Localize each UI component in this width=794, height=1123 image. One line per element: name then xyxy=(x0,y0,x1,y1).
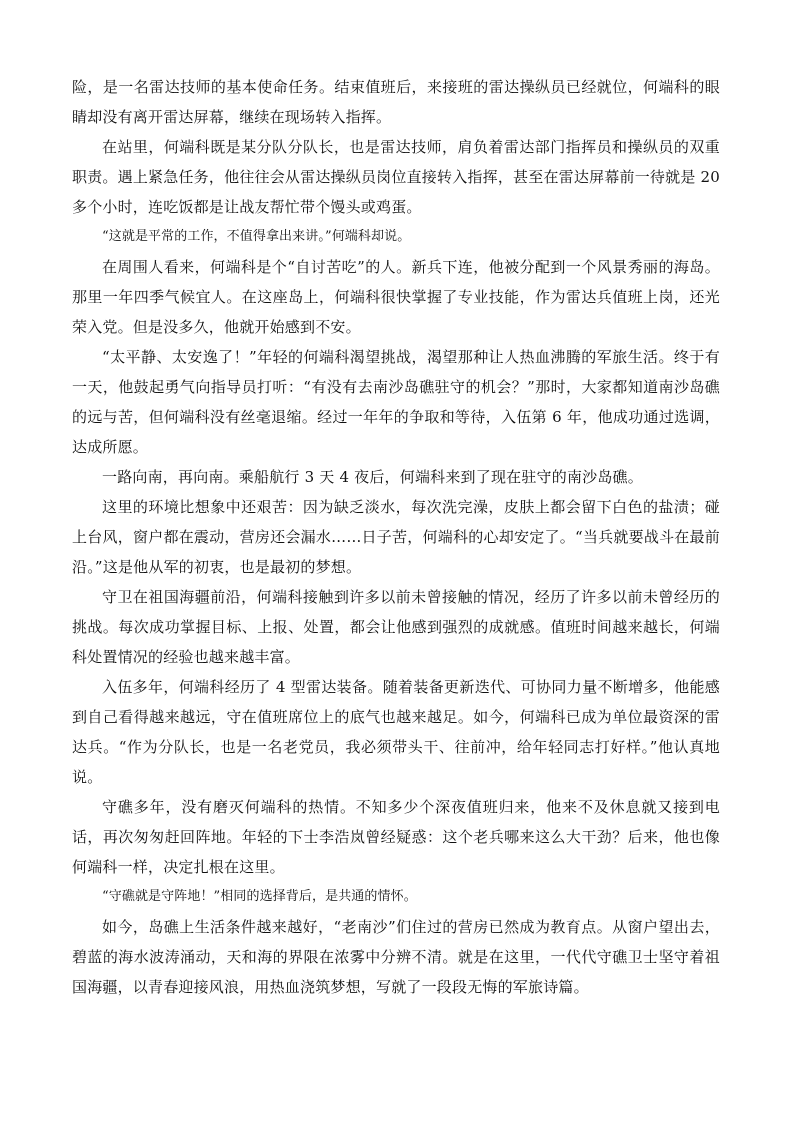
paragraph: 守卫在祖国海疆前沿，何端科接触到许多以前未曾接触的情况，经历了许多以前未曾经历的挑战。每次成功掌握目标、上报、处置，都会让他感到强烈的成就感。值班时间越来越长，何端科处置情况的经验也越来越丰富。 xyxy=(72,588,720,666)
paragraph: “太平静、太安逸了！”年轻的何端科渴望挑战，渴望那种让人热血沸腾的军旅生活。终于有一天，他鼓起勇气向指导员打听：“有没有去南沙岛礁驻守的机会？”那时，大家都知道南沙岛礁的远与苦，但何端科没有丝毫退缩。经过一年年的争取和等待，入伍第 6 年，他成功通过选调，达成所愿。 xyxy=(72,348,720,456)
paragraph: 如今，岛礁上生活条件越来越好，“老南沙”们住过的营房已然成为教育点。从窗户望出去，碧蓝的海水波涛涌动，天和海的界限在浓雾中分辨不清。就是在这里，一代代守礁卫士坚守着祖国海疆，以青春迎接风浪，用热血浇筑梦想，写就了一段段无悔的军旅诗篇。 xyxy=(72,918,720,996)
paragraph: 守礁多年，没有磨灭何端科的热情。不知多少个深夜值班归来，他来不及休息就又接到电话，再次匆匆赶回阵地。年轻的下士李浩岚曾经疑惑：这个老兵哪来这么大干劲？后来，他也像何端科一样，决定扎根在这里。 xyxy=(72,798,720,876)
paragraph: 入伍多年，何端科经历了 4 型雷达装备。随着装备更新迭代、可协同力量不断增多，他能感到自己看得越来越远，守在值班席位上的底气也越来越足。如今，何端科已成为单位最资深的雷达兵。“作为分队长，也是一名老党员，我必须带头干、往前冲，给年轻同志打好样。”他认真地说。 xyxy=(72,678,720,786)
quote-paragraph: “守礁就是守阵地！”相同的选择背后，是共通的情怀。 xyxy=(102,889,417,904)
paragraph: 在周围人看来，何端科是个“自讨苦吃”的人。新兵下连，他被分配到一个风景秀丽的海岛。那里一年四季气候宜人。在这座岛上，何端科很快掌握了专业技能，作为雷达兵值班上岗，还光荣入党。但是没多久，他就开始感到不安。 xyxy=(72,258,720,336)
paragraph: 险，是一名雷达技师的基本使命任务。结束值班后，来接班的雷达操纵员已经就位，何端科的眼睛却没有离开雷达屏幕，继续在现场转入指挥。 xyxy=(72,78,720,126)
paragraph: 在站里，何端科既是某分队分队长，也是雷达技师，肩负着雷达部门指挥员和操纵员的双重职责。遇上紧急任务，他往往会从雷达操纵员岗位直接转入指挥，甚至在雷达屏幕前一待就是 20 多个小时，连吃饭都是让战友帮忙带个馒头或鸡蛋。 xyxy=(72,138,720,216)
paragraph: 一路向南，再向南。乘船航行 3 天 4 夜后，何端科来到了现在驻守的南沙岛礁。 xyxy=(102,468,643,486)
quote-paragraph: “这就是平常的工作，不值得拿出来讲。”何端科却说。 xyxy=(102,229,411,244)
paragraph: 这里的环境比想象中还艰苦：因为缺乏淡水，每次洗完澡，皮肤上都会留下白色的盐渍；碰上台风，窗户都在震动，营房还会漏水……日子苦，何端科的心却安定了。“当兵就要战斗在最前沿。”这是他从军的初衷，也是最初的梦想。 xyxy=(72,498,720,576)
article-body xyxy=(72,72,720,1002)
